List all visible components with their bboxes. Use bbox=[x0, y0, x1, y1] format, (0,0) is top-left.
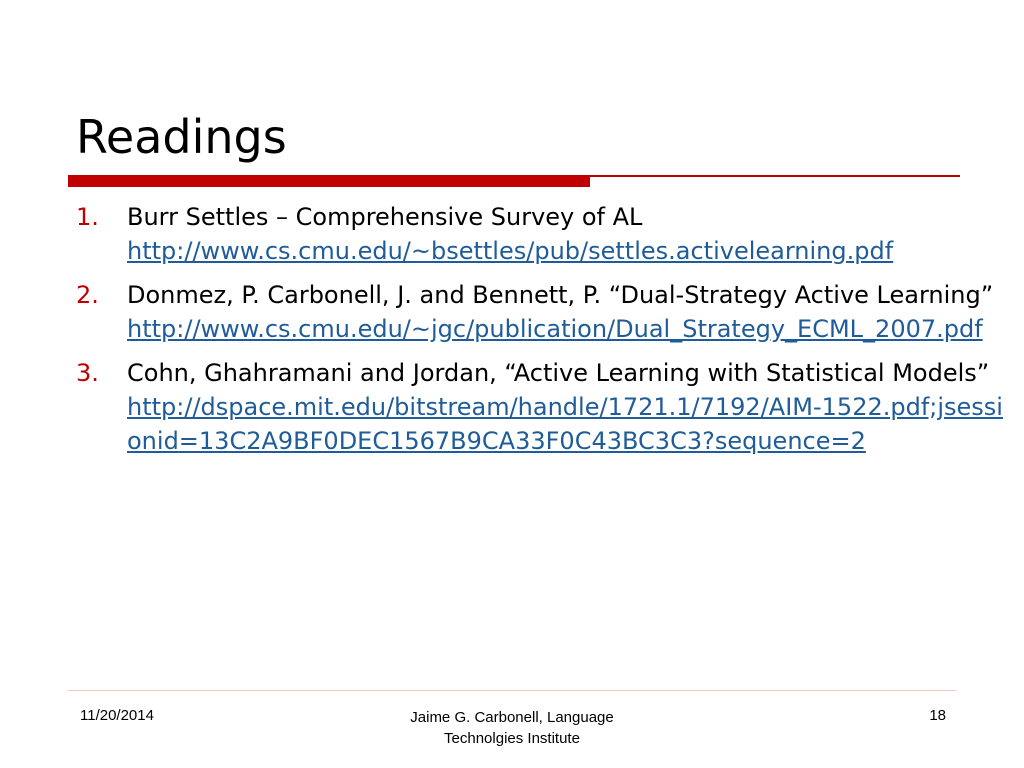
reading-link[interactable]: http://www.cs.cmu.edu/~jgc/publication/Dual_Strategy_ECML_2007.pdf bbox=[127, 315, 983, 343]
readings-list bbox=[76, 200, 1006, 468]
footer-divider bbox=[68, 690, 956, 691]
reading-citation: Donmez, P. Carbonell, J. and Bennett, P. “Dual-Strategy Active Learning” bbox=[127, 281, 994, 309]
reading-link[interactable]: http://www.cs.cmu.edu/~bsettles/pub/settles.activelearning.pdf bbox=[127, 237, 894, 265]
footer-date: 11/20/2014 bbox=[80, 707, 154, 724]
reading-link[interactable]: http://dspace.mit.edu/bitstream/handle/1721.1/7192/AIM-1522.pdf;jsessionid=13C2A9BF0DEC1567B9CA33F0C43BC3C3?sequence=2 bbox=[127, 393, 1003, 455]
slide-title: Readings bbox=[76, 110, 287, 164]
title-underline-thin bbox=[590, 175, 960, 177]
title-underline-thick bbox=[68, 175, 590, 187]
reading-number: 1. bbox=[76, 203, 99, 231]
footer-author bbox=[362, 707, 662, 749]
reading-item-3 bbox=[76, 356, 1006, 458]
reading-number: 3. bbox=[76, 359, 99, 387]
reading-number: 2. bbox=[76, 281, 99, 309]
footer-author-line-1: Jaime G. Carbonell, Language bbox=[410, 709, 614, 726]
reading-item-2 bbox=[76, 278, 1006, 346]
reading-citation: Burr Settles – Comprehensive Survey of AL bbox=[127, 203, 643, 231]
reading-item-1 bbox=[76, 200, 1006, 268]
footer-author-line-2: Technolgies Institute bbox=[444, 730, 580, 747]
slide-page-number: 18 bbox=[929, 707, 946, 724]
reading-citation: Cohn, Ghahramani and Jordan, “Active Learning with Statistical Models” bbox=[127, 359, 990, 387]
